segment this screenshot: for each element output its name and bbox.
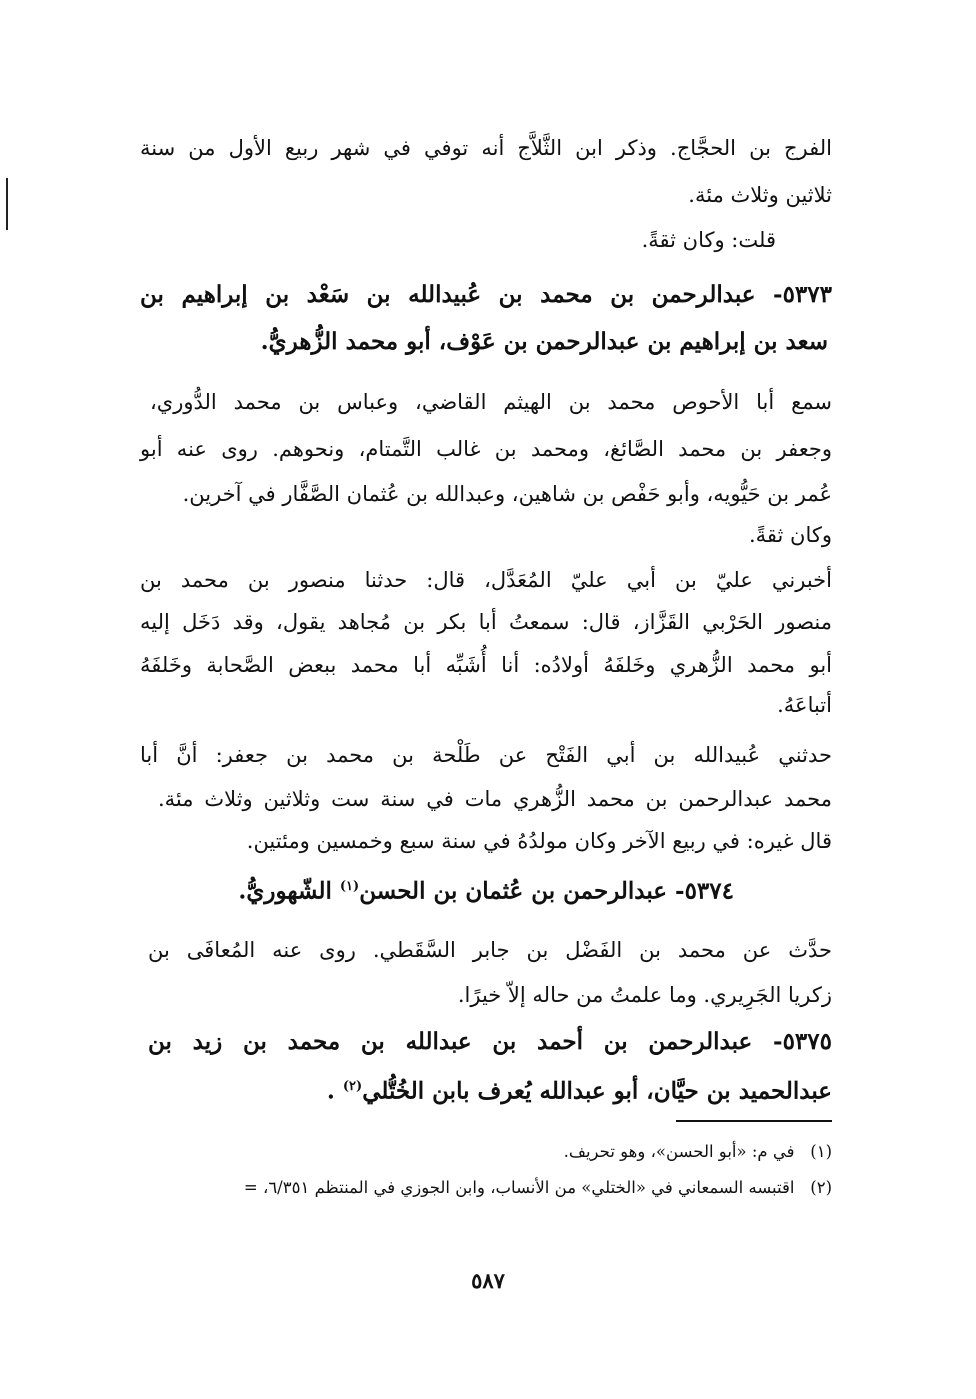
footnote-separator xyxy=(676,1120,832,1122)
text-line: أبو محمد الزُّهري وخَلفَهُ أولادُه: أنا أُشَبِّه أبا محمد ببعض الصَّحابة وخَلفَهُ xyxy=(140,653,832,677)
entry-heading: ٥٣٧٣- عبدالرحمن بن محمد بن عُبيدالله بن سَعْد بن إبراهيم بن xyxy=(140,281,832,308)
text-line: قلت: وكان ثقةً. xyxy=(641,228,776,252)
footnote xyxy=(564,1140,832,1164)
text-line: عُمر بن حَيُّويه، وأبو حَفْص بن شاهين، وعبدالله بن عُثمان الصَّفَّار في آخرين. xyxy=(182,482,832,506)
text-line: أخبرني عليّ بن أبي عليّ المُعَدَّل، قال: حدثنا منصور بن محمد بن xyxy=(140,568,832,592)
footnote-ref[interactable]: (١) xyxy=(339,879,360,894)
text-line: زكريا الجَرِيري. وما علمتُ من حاله إلاّ خيرًا. xyxy=(457,983,832,1007)
entry-heading-text: ٥٣٧٤- عبدالرحمن بن عُثمان بن الحسن xyxy=(359,877,734,905)
text-line: أتباعَهُ. xyxy=(777,693,832,717)
footnote-marker: (٢) xyxy=(810,1178,832,1197)
text-line: محمد عبدالرحمن بن محمد الزُّهري مات في سنة ست وثلاثين وثلاث مئة. xyxy=(158,787,832,811)
page-number: ٥٨٧ xyxy=(471,1268,505,1293)
text-line: قال غيره: في ربيع الآخر وكان مولدُهُ في سنة سبع وخمسين ومئتين. xyxy=(246,829,832,853)
margin-mark xyxy=(6,178,8,230)
text-line: ثلاثين وثلاث مئة. xyxy=(688,183,832,207)
entry-heading-text: عبدالحميد بن حيَّان، أبو عبدالله يُعرف بابن الخُتُّلي xyxy=(362,1077,832,1105)
text-line: وكان ثقةً. xyxy=(748,523,832,547)
text-line: حدَّث عن محمد بن الفَضْل بن جابر السَّقَطي. روى عنه المُعافَى بن xyxy=(148,938,832,962)
text-line: وجعفر بن محمد الصَّائغ، ومحمد بن غالب التَّمتام، ونحوهم. روى عنه أبو xyxy=(140,437,832,461)
footnote-text: اقتبسه السمعاني في «الختلي» من الأنساب، وابن الجوزي في المنتظم ٦/٣٥١، = xyxy=(243,1178,795,1197)
text-line: منصور الحَرْبي القَزَّاز، قال: سمعتُ أبا بكر بن مُجاهد يقول، وقد دَخَل إليه xyxy=(140,610,832,634)
entry-heading xyxy=(327,1072,832,1107)
entry-heading-tail: . xyxy=(326,1077,335,1105)
footnote-marker: (١) xyxy=(810,1142,832,1161)
entry-heading xyxy=(238,872,734,907)
footnote xyxy=(136,1176,832,1200)
footnote-text: في م: «أبو الحسن»، وهو تحريف. xyxy=(563,1142,795,1161)
text-line: الفرج بن الحجَّاج. وذكر ابن الثَّلاَّج أنه توفي في شهر ربيع الأول من سنة xyxy=(140,136,832,160)
entry-heading: ٥٣٧٥- عبدالرحمن بن أحمد بن عبدالله بن محمد بن زيد بن xyxy=(148,1028,832,1055)
footnote-ref[interactable]: (٢) xyxy=(342,1079,363,1094)
text-line: سمع أبا الأحوص محمد بن الهيثم القاضي، وعباس بن محمد الدُّوري، xyxy=(150,390,832,414)
text-line: حدثني عُبيدالله بن أبي الفَتْح عن طَلْحة بن محمد بن جعفر: أنَّ أبا xyxy=(140,743,832,767)
entry-heading-tail: الشّهوريُّ. xyxy=(238,877,332,905)
entry-heading: سعد بن إبراهيم بن عبدالرحمن بن عَوْف، أبو محمد الزُّهريُّ. xyxy=(260,328,828,355)
